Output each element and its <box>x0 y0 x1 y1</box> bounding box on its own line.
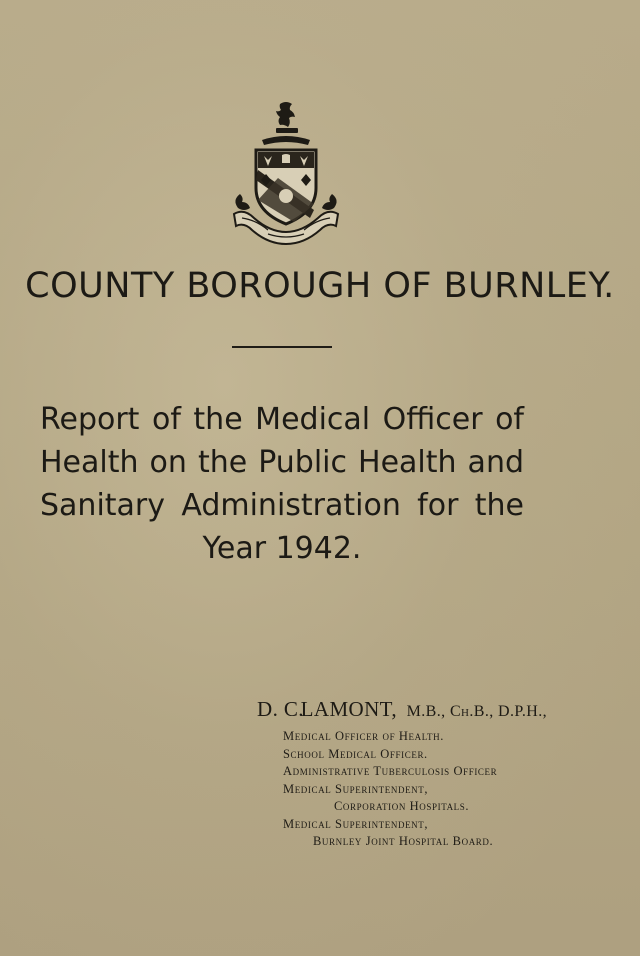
officer-name <box>257 697 557 722</box>
officer-degrees: M.B., Ch.B., D.P.H., <box>406 703 548 720</box>
report-title-line: Sanitary Administration for the <box>40 488 524 523</box>
coat-of-arms-icon <box>228 100 344 246</box>
officer-role: Corporation Hospitals. <box>334 799 470 813</box>
officer-block <box>257 697 557 851</box>
report-title <box>40 398 524 570</box>
officer-role: Medical Superintendent, <box>283 781 429 796</box>
report-title-line: Year 1942. <box>202 531 362 566</box>
report-title-line: Report of the Medical Officer of <box>40 402 524 437</box>
officer-roles <box>283 728 557 851</box>
report-title-line: Health on the Public Health and <box>40 445 524 480</box>
officer-role: School Medical Officer. <box>283 746 428 761</box>
divider <box>232 346 332 348</box>
officer-role: Burnley Joint Hospital Board. <box>313 834 494 848</box>
officer-initials: D. C. <box>257 697 304 721</box>
officer-role: Medical Officer of Health. <box>283 729 444 743</box>
officer-role: Medical Superintendent, <box>283 816 429 831</box>
officer-surname: LAMONT, <box>300 697 397 721</box>
officer-role: Administrative Tuberculosis Officer <box>283 764 498 778</box>
borough-title: COUNTY BOROUGH OF BURNLEY. <box>25 266 615 306</box>
